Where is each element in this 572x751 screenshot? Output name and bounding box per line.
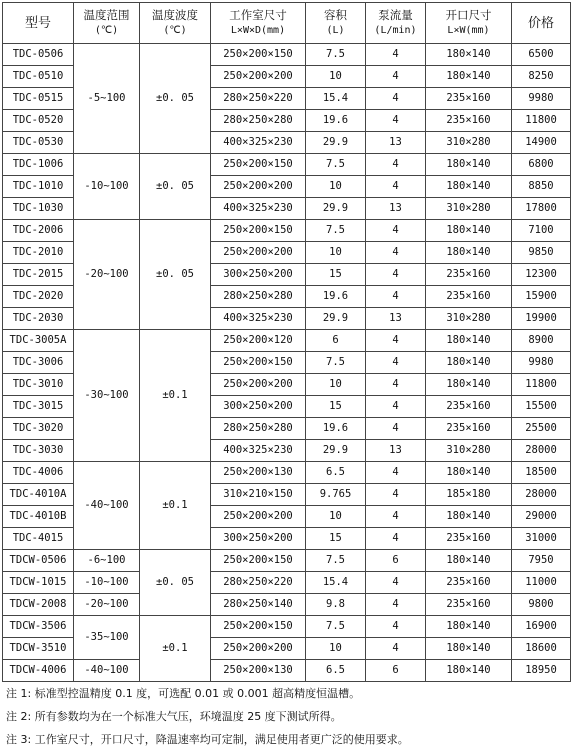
price-cell: 9850 (512, 242, 571, 264)
pump-flow-cell: 4 (366, 176, 426, 198)
model-cell: TDCW-3510 (3, 638, 74, 660)
pump-flow-cell: 4 (366, 242, 426, 264)
opening-size-cell: 180×140 (426, 242, 512, 264)
opening-size-cell: 180×140 (426, 616, 512, 638)
table-row (3, 220, 571, 242)
model-cell: TDC-2010 (3, 242, 74, 264)
volume-cell: 29.9 (306, 132, 366, 154)
chamber-size-cell: 250×200×200 (211, 242, 306, 264)
opening-size-cell: 235×160 (426, 528, 512, 550)
opening-size-cell: 180×140 (426, 44, 512, 66)
model-cell: TDC-0520 (3, 110, 74, 132)
price-cell: 11800 (512, 374, 571, 396)
opening-size-cell: 235×160 (426, 396, 512, 418)
volume-cell: 15 (306, 396, 366, 418)
table-row (3, 616, 571, 638)
volume-cell: 10 (306, 374, 366, 396)
pump-flow-cell: 6 (366, 660, 426, 682)
opening-size-cell: 310×280 (426, 132, 512, 154)
table-row (3, 154, 571, 176)
volume-cell: 19.6 (306, 286, 366, 308)
temp-range-cell: -10~100 (74, 154, 140, 220)
note-2: 注 2: 所有参数均为在一个标准大气压，环境温度 25 度下测试所得。 (6, 710, 342, 723)
table-row (3, 572, 571, 594)
model-cell: TDC-3006 (3, 352, 74, 374)
header-opening-size: 开口尺寸 L×W(mm) (426, 3, 512, 44)
opening-size-cell: 235×160 (426, 264, 512, 286)
temp-range-cell: -35~100 (74, 616, 140, 660)
chamber-size-cell: 280×250×220 (211, 572, 306, 594)
chamber-size-cell: 250×200×200 (211, 66, 306, 88)
pump-flow-cell: 4 (366, 418, 426, 440)
price-cell: 29000 (512, 506, 571, 528)
chamber-size-cell: 250×200×120 (211, 330, 306, 352)
chamber-size-cell: 250×200×200 (211, 176, 306, 198)
pump-flow-cell: 4 (366, 528, 426, 550)
volume-cell: 15 (306, 528, 366, 550)
model-cell: TDC-4010B (3, 506, 74, 528)
pump-flow-cell: 4 (366, 374, 426, 396)
pump-flow-cell: 6 (366, 550, 426, 572)
fluctuation-cell: ±0.1 (140, 616, 211, 682)
chamber-size-cell: 250×200×150 (211, 616, 306, 638)
model-cell: TDC-3010 (3, 374, 74, 396)
model-cell: TDCW-0506 (3, 550, 74, 572)
header-fluctuation: 温度波度 (℃) (140, 3, 211, 44)
volume-cell: 15 (306, 264, 366, 286)
price-cell: 17800 (512, 198, 571, 220)
table-row (3, 660, 571, 682)
volume-cell: 29.9 (306, 198, 366, 220)
header-temp-range: 温度范围 (℃) (74, 3, 140, 44)
spec-sheet (2, 2, 570, 751)
model-cell: TDC-2030 (3, 308, 74, 330)
header-row (3, 3, 571, 44)
fluctuation-cell: ±0.1 (140, 462, 211, 550)
model-cell: TDCW-4006 (3, 660, 74, 682)
opening-size-cell: 235×160 (426, 88, 512, 110)
chamber-size-cell: 300×250×200 (211, 396, 306, 418)
price-cell: 8250 (512, 66, 571, 88)
model-cell: TDC-4015 (3, 528, 74, 550)
notes (2, 682, 570, 751)
pump-flow-cell: 4 (366, 110, 426, 132)
table-row (3, 330, 571, 352)
table-row (3, 550, 571, 572)
price-cell: 9980 (512, 88, 571, 110)
price-cell: 18500 (512, 462, 571, 484)
pump-flow-cell: 4 (366, 396, 426, 418)
chamber-size-cell: 280×250×220 (211, 88, 306, 110)
model-cell: TDC-0515 (3, 88, 74, 110)
volume-cell: 7.5 (306, 550, 366, 572)
volume-cell: 10 (306, 66, 366, 88)
price-cell: 8850 (512, 176, 571, 198)
temp-range-cell: -40~100 (74, 660, 140, 682)
volume-cell: 10 (306, 242, 366, 264)
chamber-size-cell: 250×200×130 (211, 660, 306, 682)
chamber-size-cell: 250×200×200 (211, 638, 306, 660)
pump-flow-cell: 13 (366, 308, 426, 330)
pump-flow-cell: 4 (366, 220, 426, 242)
price-cell: 28000 (512, 440, 571, 462)
fluctuation-cell: ±0. 05 (140, 154, 211, 220)
model-cell: TDC-0506 (3, 44, 74, 66)
chamber-size-cell: 250×200×150 (211, 44, 306, 66)
volume-cell: 29.9 (306, 440, 366, 462)
chamber-size-cell: 250×200×150 (211, 352, 306, 374)
opening-size-cell: 180×140 (426, 638, 512, 660)
table-row (3, 44, 571, 66)
opening-size-cell: 310×280 (426, 198, 512, 220)
volume-cell: 15.4 (306, 88, 366, 110)
model-cell: TDC-2020 (3, 286, 74, 308)
chamber-size-cell: 280×250×280 (211, 110, 306, 132)
header-pump-flow: 泵流量 (L/min) (366, 3, 426, 44)
opening-size-cell: 180×140 (426, 374, 512, 396)
fluctuation-cell: ±0. 05 (140, 220, 211, 330)
header-price: 价格 (512, 3, 571, 44)
opening-size-cell: 180×140 (426, 506, 512, 528)
chamber-size-cell: 250×200×200 (211, 374, 306, 396)
fluctuation-cell: ±0. 05 (140, 44, 211, 154)
volume-cell: 6.5 (306, 462, 366, 484)
model-cell: TDC-2006 (3, 220, 74, 242)
opening-size-cell: 180×140 (426, 660, 512, 682)
price-cell: 18600 (512, 638, 571, 660)
opening-size-cell: 180×140 (426, 176, 512, 198)
chamber-size-cell: 250×200×150 (211, 550, 306, 572)
price-cell: 11000 (512, 572, 571, 594)
opening-size-cell: 310×280 (426, 308, 512, 330)
price-cell: 8900 (512, 330, 571, 352)
price-cell: 11800 (512, 110, 571, 132)
chamber-size-cell: 280×250×280 (211, 286, 306, 308)
temp-range-cell: -20~100 (74, 594, 140, 616)
model-cell: TDC-1030 (3, 198, 74, 220)
opening-size-cell: 180×140 (426, 462, 512, 484)
chamber-size-cell: 300×250×200 (211, 264, 306, 286)
model-cell: TDC-3005A (3, 330, 74, 352)
volume-cell: 15.4 (306, 572, 366, 594)
volume-cell: 19.6 (306, 110, 366, 132)
opening-size-cell: 180×140 (426, 352, 512, 374)
opening-size-cell: 235×160 (426, 572, 512, 594)
price-cell: 15900 (512, 286, 571, 308)
price-cell: 16900 (512, 616, 571, 638)
chamber-size-cell: 400×325×230 (211, 440, 306, 462)
header-volume: 容积 (L) (306, 3, 366, 44)
model-cell: TDC-3020 (3, 418, 74, 440)
model-cell: TDCW-1015 (3, 572, 74, 594)
price-cell: 14900 (512, 132, 571, 154)
chamber-size-cell: 250×200×150 (211, 154, 306, 176)
chamber-size-cell: 310×210×150 (211, 484, 306, 506)
model-cell: TDCW-3506 (3, 616, 74, 638)
volume-cell: 7.5 (306, 220, 366, 242)
volume-cell: 9.8 (306, 594, 366, 616)
note-1: 注 1: 标准型控温精度 0.1 度，可选配 0.01 或 0.001 超高精度恒温槽。 (6, 687, 361, 700)
volume-cell: 29.9 (306, 308, 366, 330)
chamber-size-cell: 280×250×280 (211, 418, 306, 440)
header-chamber-size: 工作室尺寸 L×W×D(mm) (211, 3, 306, 44)
pump-flow-cell: 4 (366, 88, 426, 110)
pump-flow-cell: 4 (366, 506, 426, 528)
chamber-size-cell: 250×200×130 (211, 462, 306, 484)
volume-cell: 7.5 (306, 352, 366, 374)
pump-flow-cell: 4 (366, 66, 426, 88)
pump-flow-cell: 4 (366, 352, 426, 374)
temp-range-cell: -6~100 (74, 550, 140, 572)
pump-flow-cell: 4 (366, 572, 426, 594)
temp-range-cell: -5~100 (74, 44, 140, 154)
price-cell: 7100 (512, 220, 571, 242)
pump-flow-cell: 13 (366, 198, 426, 220)
price-cell: 9980 (512, 352, 571, 374)
opening-size-cell: 180×140 (426, 330, 512, 352)
opening-size-cell: 235×160 (426, 110, 512, 132)
price-cell: 28000 (512, 484, 571, 506)
pump-flow-cell: 13 (366, 440, 426, 462)
model-cell: TDC-3015 (3, 396, 74, 418)
pump-flow-cell: 4 (366, 484, 426, 506)
pump-flow-cell: 4 (366, 330, 426, 352)
volume-cell: 7.5 (306, 44, 366, 66)
model-cell: TDC-4010A (3, 484, 74, 506)
volume-cell: 6.5 (306, 660, 366, 682)
opening-size-cell: 180×140 (426, 66, 512, 88)
volume-cell: 10 (306, 176, 366, 198)
price-cell: 6500 (512, 44, 571, 66)
opening-size-cell: 235×160 (426, 418, 512, 440)
volume-cell: 10 (306, 638, 366, 660)
price-cell: 18950 (512, 660, 571, 682)
chamber-size-cell: 400×325×230 (211, 198, 306, 220)
opening-size-cell: 235×160 (426, 286, 512, 308)
chamber-size-cell: 400×325×230 (211, 132, 306, 154)
chamber-size-cell: 250×200×150 (211, 220, 306, 242)
model-cell: TDC-1006 (3, 154, 74, 176)
spec-table (2, 2, 571, 682)
pump-flow-cell: 4 (366, 264, 426, 286)
model-cell: TDC-4006 (3, 462, 74, 484)
price-cell: 15500 (512, 396, 571, 418)
table-row (3, 594, 571, 616)
opening-size-cell: 185×180 (426, 484, 512, 506)
opening-size-cell: 180×140 (426, 220, 512, 242)
pump-flow-cell: 4 (366, 594, 426, 616)
fluctuation-cell: ±0. 05 (140, 550, 211, 616)
model-cell: TDC-2015 (3, 264, 74, 286)
chamber-size-cell: 250×200×200 (211, 506, 306, 528)
opening-size-cell: 235×160 (426, 594, 512, 616)
volume-cell: 7.5 (306, 154, 366, 176)
fluctuation-cell: ±0.1 (140, 330, 211, 462)
chamber-size-cell: 400×325×230 (211, 308, 306, 330)
price-cell: 19900 (512, 308, 571, 330)
opening-size-cell: 180×140 (426, 550, 512, 572)
table-row (3, 462, 571, 484)
price-cell: 12300 (512, 264, 571, 286)
header-model: 型号 (3, 3, 74, 44)
opening-size-cell: 310×280 (426, 440, 512, 462)
price-cell: 31000 (512, 528, 571, 550)
volume-cell: 10 (306, 506, 366, 528)
temp-range-cell: -30~100 (74, 330, 140, 462)
volume-cell: 19.6 (306, 418, 366, 440)
price-cell: 9800 (512, 594, 571, 616)
pump-flow-cell: 4 (366, 154, 426, 176)
volume-cell: 6 (306, 330, 366, 352)
model-cell: TDC-3030 (3, 440, 74, 462)
pump-flow-cell: 13 (366, 132, 426, 154)
model-cell: TDC-0510 (3, 66, 74, 88)
model-cell: TDC-0530 (3, 132, 74, 154)
pump-flow-cell: 4 (366, 286, 426, 308)
pump-flow-cell: 4 (366, 44, 426, 66)
temp-range-cell: -20~100 (74, 220, 140, 330)
temp-range-cell: -40~100 (74, 462, 140, 550)
price-cell: 6800 (512, 154, 571, 176)
pump-flow-cell: 4 (366, 638, 426, 660)
volume-cell: 7.5 (306, 616, 366, 638)
opening-size-cell: 180×140 (426, 154, 512, 176)
model-cell: TDCW-2008 (3, 594, 74, 616)
price-cell: 7950 (512, 550, 571, 572)
pump-flow-cell: 4 (366, 462, 426, 484)
pump-flow-cell: 4 (366, 616, 426, 638)
note-3: 注 3: 工作室尺寸，开口尺寸，降温速率均可定制，满足使用者更广泛的使用要求。 (6, 733, 409, 746)
model-cell: TDC-1010 (3, 176, 74, 198)
chamber-size-cell: 280×250×140 (211, 594, 306, 616)
chamber-size-cell: 300×250×200 (211, 528, 306, 550)
price-cell: 25500 (512, 418, 571, 440)
volume-cell: 9.765 (306, 484, 366, 506)
temp-range-cell: -10~100 (74, 572, 140, 594)
